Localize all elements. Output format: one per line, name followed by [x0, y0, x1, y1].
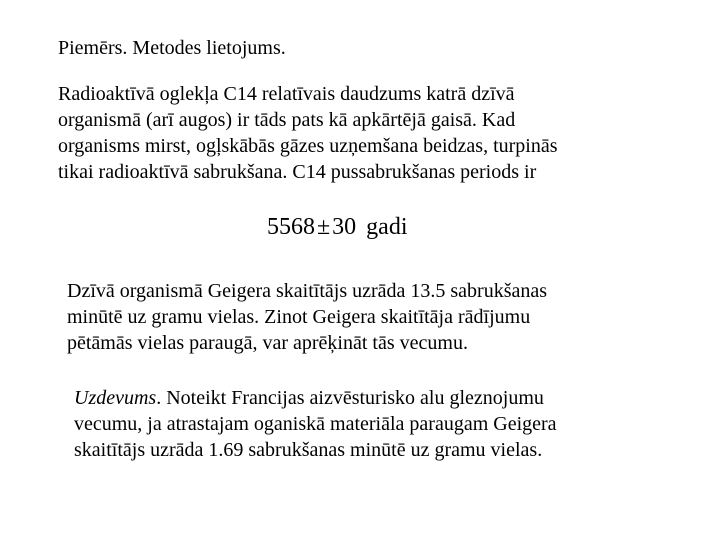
paragraph-line: organisms mirst, ogļskābās gāzes uzņemšana beidzas, turpinās [58, 135, 558, 157]
formula-error: 30 [332, 214, 357, 240]
half-life-formula [267, 212, 408, 242]
formula-value: 5568 [267, 214, 315, 240]
paragraph-line: pētāmās vielas paraugā, var aprēķināt tās vecumu. [67, 332, 468, 354]
paragraph-line: tikai radioaktīvā sabrukšana. C14 pussabrukšanas periods ir [58, 161, 537, 183]
paragraph-line: minūtē uz gramu vielas. Zinot Geigera skaitītāja rādījumu [67, 306, 531, 328]
paragraph-line [74, 385, 557, 411]
paragraph-line: organismā (arī augos) ir tāds pats kā apkārtējā gaisā. Kad [58, 109, 516, 131]
paragraph-geiger [67, 278, 547, 356]
task-label: Uzdevums [74, 387, 157, 409]
paragraph-line: Dzīvā organismā Geigera skaitītājs uzrāda 13.5 sabrukšanas [67, 280, 548, 302]
slide-title: Piemērs. Metodes lietojums. [58, 37, 286, 59]
formula-unit: gadi [366, 214, 408, 240]
paragraph-line: Radioaktīvā oglekļa C14 relatīvais daudzums katrā dzīvā [58, 83, 515, 105]
paragraph-intro [58, 81, 558, 185]
paragraph-line: skaitītājs uzrāda 1.69 sabrukšanas minūtē uz gramu vielas. [74, 439, 543, 461]
formula-plus-minus: ± [317, 214, 331, 240]
paragraph-task [74, 385, 557, 463]
paragraph-line: vecumu, ja atrastajam oganiskā materiāla paraugam Geigera [74, 413, 557, 435]
task-line-rest: . Noteikt Francijas aizvēsturisko alu gleznojumu [156, 387, 544, 409]
